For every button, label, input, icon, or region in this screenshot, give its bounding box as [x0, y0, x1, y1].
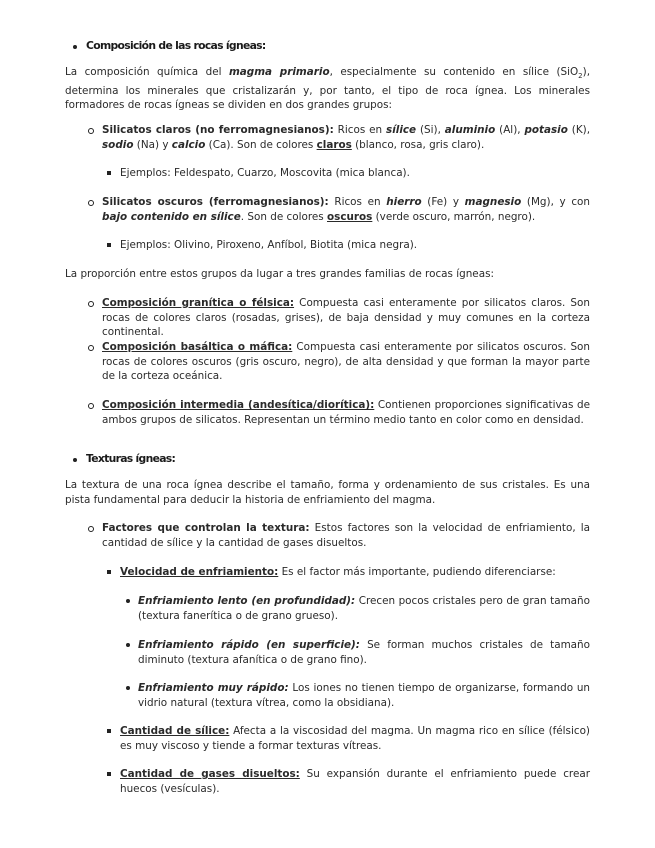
family-felsic: Composición granítica o félsica: Compuesta casi enteramente por silicatos claros. Son rocas de colores claros (rosadas, grises), de baja densidad y muy comunes en la corteza continental.	[102, 297, 590, 339]
textures-intro: La textura de una roca ígnea describe el tamaño, forma y ordenamiento de sus cristales. Es una pista fundamental para deducir la historia de enfriamiento del magma.	[65, 479, 590, 506]
bullet-icon	[88, 403, 94, 409]
bullet-icon	[126, 643, 130, 647]
cooling-speed-item: Velocidad de enfriamiento: Es el factor más importante, pudiendo diferenciarse:	[120, 566, 556, 578]
dark-silicates-examples: Ejemplos: Olivino, Piroxeno, Anfíbol, Biotita (mica negra).	[120, 239, 418, 251]
slow-cooling-item: Enfriamiento lento (en profundidad): Crecen pocos cristales pero de gran tamaño (textura fanerítica o de grano grueso).	[138, 595, 590, 622]
bullet-icon	[107, 570, 111, 574]
family-mafic: Composición basáltica o máfica: Compuesta casi enteramente por silicatos oscuros. Son rocas de colores oscuros (gris oscuro, negro), de alta densidad y que forman la mayor parte de la corteza oceánica.	[102, 341, 591, 383]
fast-cooling-item: Enfriamiento rápido (en superficie): Se forman muchos cristales de tamaño diminuto (textura afanítica o de grano fino).	[138, 639, 590, 666]
bullet-icon	[107, 772, 111, 776]
families-intro: La proporción entre estos grupos da lugar a tres grandes familias de rocas ígneas:	[65, 268, 494, 280]
bullet-icon	[88, 345, 94, 351]
bullet-icon	[73, 458, 77, 462]
bullet-icon	[107, 729, 111, 733]
bullet-icon	[88, 200, 94, 206]
dark-silicates-item: Silicatos oscuros (ferromagnesianos): Ricos en hierro (Fe) y magnesio (Mg), y con bajo contenido en sílice. Son de colores oscuros (verde oscuro, marrón, negro).	[102, 196, 590, 223]
texture-factors: Factores que controlan la textura: Estos factores son la velocidad de enfriamiento, la cantidad de sílice y la cantidad de gases disueltos.	[102, 522, 590, 549]
bullet-icon	[126, 686, 130, 690]
family-intermediate: Composición intermedia (andesítica/diorítica): Contienen proporciones significativas de ambos grupos de silicatos. Representan un término medio tanto en color como en densidad.	[102, 399, 591, 426]
bullet-icon	[73, 45, 77, 49]
light-silicates-examples: Ejemplos: Feldespato, Cuarzo, Moscovita (mica blanca).	[120, 167, 410, 179]
bullet-icon	[107, 171, 111, 175]
silica-amount-item: Cantidad de sílice: Afecta a la viscosidad del magma. Un magma rico en sílice (félsico) es muy viscoso y tiende a formar texturas vítreas.	[120, 725, 590, 752]
very-fast-cooling-item: Enfriamiento muy rápido: Los iones no tienen tiempo de organizarse, formando un vidrio natural (textura vítrea, como la obsidiana).	[138, 682, 590, 709]
gases-amount-item: Cantidad de gases disueltos: Su expansión durante el enfriamiento puede crear huecos (vesículas).	[120, 768, 590, 795]
section-heading-composition: Composición de las rocas ígneas:	[86, 39, 266, 52]
bullet-icon	[107, 243, 111, 247]
light-silicates-item: Silicatos claros (no ferromagnesianos): Ricos en sílice (Si), aluminio (Al), potasio (K), sodio (Na) y calcio (Ca). Son de colores claros (blanco, rosa, gris claro).	[102, 124, 591, 151]
bullet-icon	[88, 301, 94, 307]
bullet-icon	[126, 599, 130, 603]
composition-intro: La composición química del magma primario, especialmente su contenido en sílice (SiO$_2$), determina los minerales que cristalizarán y, por tanto, el tipo de roca ígnea. Los minerales formadores de rocas ígneas se dividen en dos grandes grupos:	[65, 66, 590, 112]
section-heading-textures: Texturas ígneas:	[86, 452, 176, 465]
bullet-icon	[88, 128, 94, 134]
bullet-icon	[88, 526, 94, 532]
